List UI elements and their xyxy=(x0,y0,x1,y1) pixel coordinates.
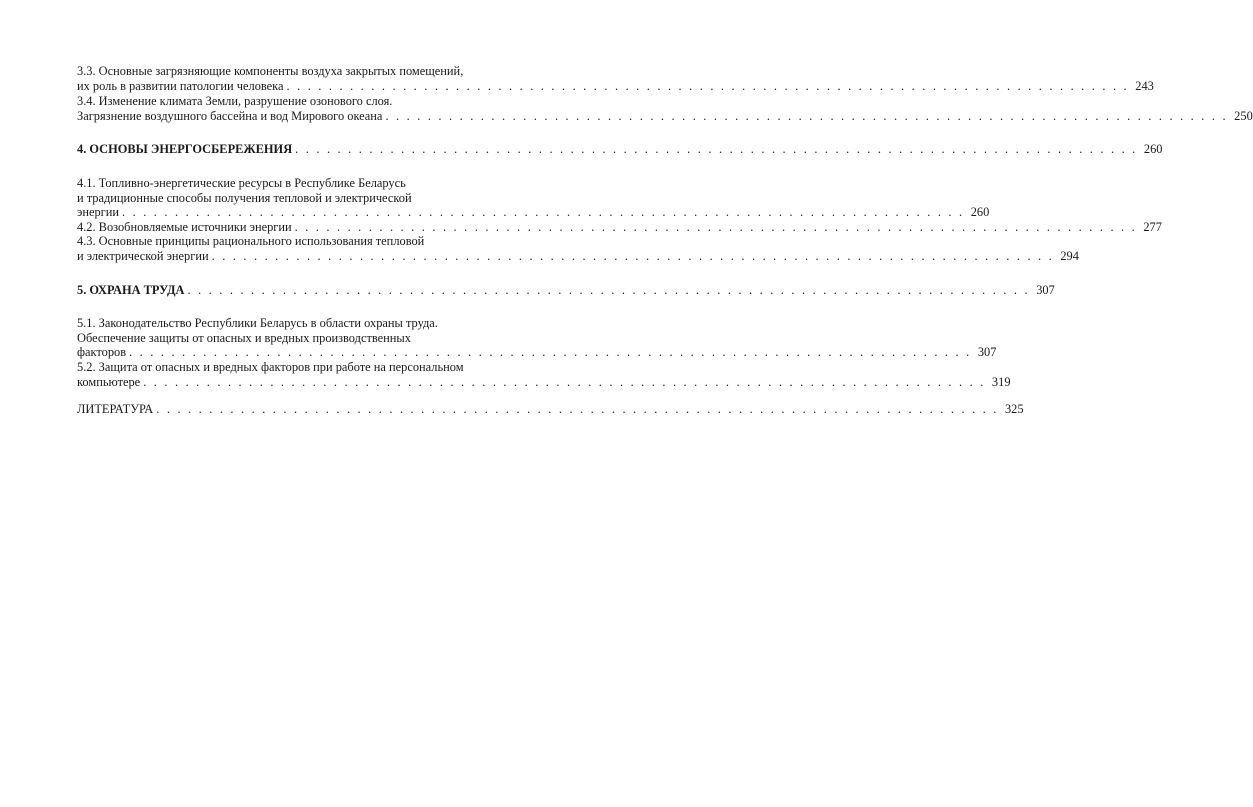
dot-leader: . . . . . . . . . . . . . . . . . . . . . . . . . . . . . . . . . . . . . . . . . . . . . . . . . . . . . . . . . . . . . . . . . . . . . . . . . . . . . . . . xyxy=(143,374,986,389)
toc-entry-4-1[interactable] xyxy=(77,175,990,220)
toc-entry-3-3[interactable] xyxy=(77,64,1154,93)
toc-entry-text: и традиционные способы получения тепловой и электрической xyxy=(77,190,412,205)
toc-entry-text: энергии xyxy=(77,205,119,220)
dot-leader: . . . . . . . . . . . . . . . . . . . . . . . . . . . . . . . . . . . . . . . . . . . . . . . . . . . . . . . . . . . . . . . . . . . . . . . . . . . . . . . . xyxy=(211,248,1054,263)
toc-chapter-5[interactable] xyxy=(77,282,1055,298)
dot-leader: . . . . . . . . . . . . . . . . . . . . . . . . . . . . . . . . . . . . . . . . . . . . . . . . . . . . . . . . . . . . . . . . . . . . . . . . . . . . . . . . xyxy=(385,108,1228,123)
toc-entry-text: факторов xyxy=(77,345,127,360)
chapter-title: 4. ОСНОВЫ ЭНЕРГОСБЕРЕЖЕНИЯ xyxy=(77,142,293,157)
page-number: 307 xyxy=(977,345,997,360)
toc-entry-text: 4.1. Топливно-энергетические ресурсы в Республике Беларусь xyxy=(77,175,406,190)
literature-title: ЛИТЕРАТУРА xyxy=(77,402,154,417)
toc-entry-text: 5.1. Законодательство Республики Беларусь в области охраны труда. xyxy=(77,316,438,331)
page-number: 294 xyxy=(1060,248,1079,263)
toc-entry-text: 3.4. Изменение климата Земли, разрушение озонового слоя. xyxy=(77,94,393,109)
page-number: 260 xyxy=(1143,142,1163,157)
table-of-contents xyxy=(77,64,1253,417)
toc-entry-text: 4.2. Возобновляемые источники энергии xyxy=(77,219,292,234)
chapter-title: 5. ОХРАНА ТРУДА xyxy=(77,282,185,297)
page-number: 243 xyxy=(1135,78,1154,93)
page-number: 307 xyxy=(1036,282,1055,297)
dot-leader: . . . . . . . . . . . . . . . . . . . . . . . . . . . . . . . . . . . . . . . . . . . . . . . . . . . . . . . . . . . . . . . . . . . . . . . . . . . . . . . . xyxy=(129,345,972,360)
toc-entry-4-2[interactable] xyxy=(77,219,1162,235)
toc-entry-text: 3.3. Основные загрязняющие компоненты воздуха закрытых помещений, xyxy=(77,64,464,78)
page-number: 260 xyxy=(970,205,990,220)
page-number: 325 xyxy=(1004,402,1024,417)
toc-entry-5-1[interactable] xyxy=(77,316,997,360)
toc-entry-text: их роль в развитии патологии человека xyxy=(77,78,284,93)
page-number: 277 xyxy=(1143,219,1162,234)
dot-leader: . . . . . . . . . . . . . . . . . . . . . . . . . . . . . . . . . . . . . . . . . . . . . . . . . . . . . . . . . . . . . . . . . . . . . . . . . . . . . . . . xyxy=(122,205,965,220)
toc-entry-text: Обеспечение защиты от опасных и вредных производственных xyxy=(77,330,411,345)
toc-entry-3-4[interactable] xyxy=(77,94,1253,123)
dot-leader: . . . . . . . . . . . . . . . . . . . . . . . . . . . . . . . . . . . . . . . . . . . . . . . . . . . . . . . . . . . . . . . . . . . . . . . . . . . . . . . . xyxy=(187,282,1030,297)
toc-entry-text: компьютере xyxy=(77,374,141,389)
toc-entry-text: и электрической энергии xyxy=(77,248,209,263)
dot-leader: . . . . . . . . . . . . . . . . . . . . . . . . . . . . . . . . . . . . . . . . . . . . . . . . . . . . . . . . . . . . . . . . . . . . . . . . . . . . . . . . xyxy=(295,142,1138,157)
page-number: 319 xyxy=(991,374,1011,389)
dot-leader: . . . . . . . . . . . . . . . . . . . . . . . . . . . . . . . . . . . . . . . . . . . . . . . . . . . . . . . . . . . . . . . . . . . . . . . . . . . . . . . . xyxy=(294,219,1137,234)
toc-literature[interactable] xyxy=(77,402,1024,417)
toc-entry-4-3[interactable] xyxy=(77,234,1079,263)
dot-leader: . . . . . . . . . . . . . . . . . . . . . . . . . . . . . . . . . . . . . . . . . . . . . . . . . . . . . . . . . . . . . . . . . . . . . . . . . . . . . . . . xyxy=(156,402,999,417)
toc-entry-text: 4.3. Основные принципы рационального использования тепловой xyxy=(77,234,425,249)
toc-entry-text: 5.2. Защита от опасных и вредных факторов при работе на персональном xyxy=(77,359,464,374)
page-number: 250 xyxy=(1234,108,1253,123)
toc-entry-5-2[interactable] xyxy=(77,359,1011,389)
dot-leader: . . . . . . . . . . . . . . . . . . . . . . . . . . . . . . . . . . . . . . . . . . . . . . . . . . . . . . . . . . . . . . . . . . . . . . . . . . . . . . . . xyxy=(286,78,1129,93)
toc-entry-text: Загрязнение воздушного бассейна и вод Мирового океана xyxy=(77,108,383,123)
toc-chapter-4[interactable] xyxy=(77,142,1163,157)
